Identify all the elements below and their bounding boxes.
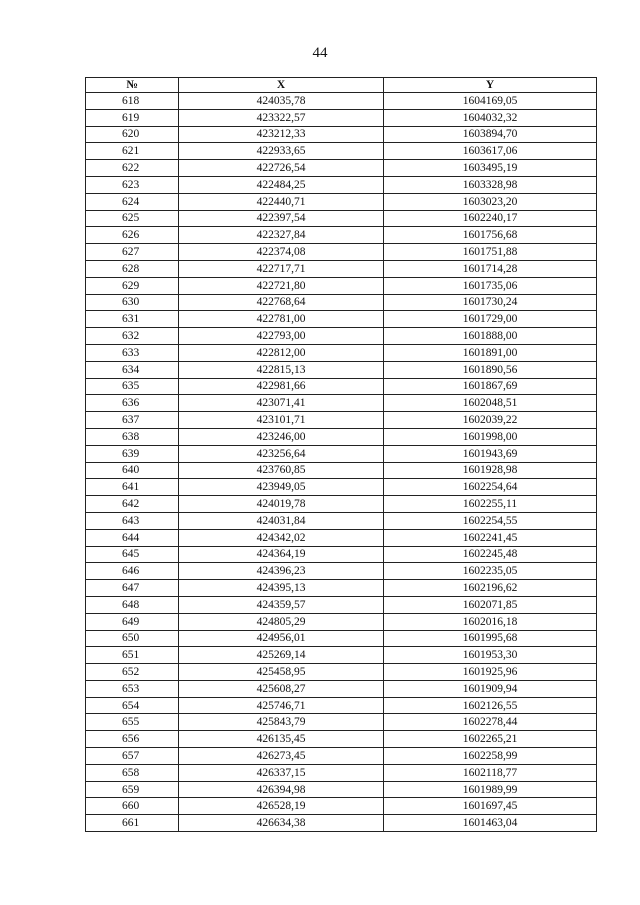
cell-number: 634	[86, 361, 179, 378]
table-row	[86, 294, 597, 311]
cell-number: 630	[86, 294, 179, 311]
cell-y: 1602196,62	[384, 580, 597, 597]
cell-x: 422721,80	[179, 277, 384, 294]
cell-y: 1602254,64	[384, 479, 597, 496]
table-row	[86, 496, 597, 513]
cell-y: 1602016,18	[384, 613, 597, 630]
cell-x: 422768,64	[179, 294, 384, 311]
table-row	[86, 563, 597, 580]
cell-y: 1601995,68	[384, 630, 597, 647]
cell-number: 629	[86, 277, 179, 294]
cell-number: 618	[86, 93, 179, 110]
table-row	[86, 93, 597, 110]
cell-number: 621	[86, 143, 179, 160]
table-row	[86, 764, 597, 781]
cell-x: 423212,33	[179, 126, 384, 143]
cell-x: 422397,54	[179, 210, 384, 227]
table-row	[86, 479, 597, 496]
cell-number: 625	[86, 210, 179, 227]
cell-x: 424031,84	[179, 512, 384, 529]
column-header-number: №	[86, 78, 179, 93]
table-row	[86, 193, 597, 210]
cell-number: 655	[86, 714, 179, 731]
cell-y: 1601998,00	[384, 428, 597, 445]
column-header-x: X	[179, 78, 384, 93]
cell-y: 1601989,99	[384, 781, 597, 798]
cell-x: 422327,84	[179, 227, 384, 244]
table-row	[86, 260, 597, 277]
page-number: 44	[312, 45, 328, 61]
cell-y: 1602235,05	[384, 563, 597, 580]
cell-y: 1601928,98	[384, 462, 597, 479]
cell-x: 422374,08	[179, 244, 384, 261]
cell-number: 640	[86, 462, 179, 479]
cell-number: 637	[86, 412, 179, 429]
table-row	[86, 176, 597, 193]
cell-x: 424019,78	[179, 496, 384, 513]
cell-y: 1602254,55	[384, 512, 597, 529]
cell-x: 424364,19	[179, 546, 384, 563]
table-row	[86, 546, 597, 563]
coordinates-table	[85, 77, 597, 832]
cell-number: 633	[86, 344, 179, 361]
cell-x: 422726,54	[179, 160, 384, 177]
cell-y: 1603617,06	[384, 143, 597, 160]
cell-y: 1601756,68	[384, 227, 597, 244]
column-header-y: Y	[384, 78, 597, 93]
cell-x: 425843,79	[179, 714, 384, 731]
cell-x: 425269,14	[179, 647, 384, 664]
table-row	[86, 580, 597, 597]
cell-x: 426135,45	[179, 731, 384, 748]
table-row	[86, 680, 597, 697]
cell-x: 422717,71	[179, 260, 384, 277]
table-row	[86, 596, 597, 613]
cell-y: 1602039,22	[384, 412, 597, 429]
table-row	[86, 328, 597, 345]
table-row	[86, 378, 597, 395]
cell-x: 424395,13	[179, 580, 384, 597]
cell-y: 1601890,56	[384, 361, 597, 378]
cell-number: 632	[86, 328, 179, 345]
cell-x: 423071,41	[179, 395, 384, 412]
cell-x: 424396,23	[179, 563, 384, 580]
cell-y: 1602071,85	[384, 596, 597, 613]
table-row	[86, 395, 597, 412]
cell-x: 423760,85	[179, 462, 384, 479]
cell-x: 422781,00	[179, 311, 384, 328]
table-header-row	[86, 78, 597, 93]
table-row	[86, 748, 597, 765]
cell-number: 638	[86, 428, 179, 445]
cell-number: 650	[86, 630, 179, 647]
cell-y: 1601891,00	[384, 344, 597, 361]
cell-number: 647	[86, 580, 179, 597]
table-row	[86, 664, 597, 681]
table-row	[86, 462, 597, 479]
cell-y: 1602048,51	[384, 395, 597, 412]
cell-number: 661	[86, 815, 179, 832]
table-row	[86, 210, 597, 227]
cell-y: 1601729,00	[384, 311, 597, 328]
table-row	[86, 697, 597, 714]
cell-number: 642	[86, 496, 179, 513]
cell-y: 1603023,20	[384, 193, 597, 210]
cell-number: 635	[86, 378, 179, 395]
table-row	[86, 445, 597, 462]
table-row	[86, 781, 597, 798]
cell-x: 424956,01	[179, 630, 384, 647]
cell-x: 426337,15	[179, 764, 384, 781]
table-row	[86, 109, 597, 126]
table-row	[86, 529, 597, 546]
table-row	[86, 361, 597, 378]
cell-x: 422484,25	[179, 176, 384, 193]
cell-number: 656	[86, 731, 179, 748]
cell-y: 1601714,28	[384, 260, 597, 277]
cell-number: 658	[86, 764, 179, 781]
cell-x: 424342,02	[179, 529, 384, 546]
cell-y: 1602241,45	[384, 529, 597, 546]
table-row	[86, 277, 597, 294]
cell-y: 1601943,69	[384, 445, 597, 462]
cell-x: 422793,00	[179, 328, 384, 345]
cell-y: 1603328,98	[384, 176, 597, 193]
table-row	[86, 160, 597, 177]
cell-x: 426528,19	[179, 798, 384, 815]
table-row	[86, 731, 597, 748]
cell-number: 619	[86, 109, 179, 126]
cell-y: 1602245,48	[384, 546, 597, 563]
table-row	[86, 613, 597, 630]
cell-x: 422440,71	[179, 193, 384, 210]
cell-number: 628	[86, 260, 179, 277]
cell-y: 1602118,77	[384, 764, 597, 781]
table-row	[86, 344, 597, 361]
cell-x: 424805,29	[179, 613, 384, 630]
cell-number: 648	[86, 596, 179, 613]
cell-number: 643	[86, 512, 179, 529]
cell-number: 657	[86, 748, 179, 765]
cell-number: 622	[86, 160, 179, 177]
cell-x: 423256,64	[179, 445, 384, 462]
cell-x: 423246,00	[179, 428, 384, 445]
cell-x: 426634,38	[179, 815, 384, 832]
table-row	[86, 244, 597, 261]
cell-x: 422981,66	[179, 378, 384, 395]
cell-number: 649	[86, 613, 179, 630]
table-row	[86, 512, 597, 529]
cell-y: 1602240,17	[384, 210, 597, 227]
cell-number: 623	[86, 176, 179, 193]
cell-number: 652	[86, 664, 179, 681]
cell-number: 660	[86, 798, 179, 815]
cell-y: 1602126,55	[384, 697, 597, 714]
cell-x: 424359,57	[179, 596, 384, 613]
cell-number: 646	[86, 563, 179, 580]
cell-y: 1601925,96	[384, 664, 597, 681]
cell-number: 641	[86, 479, 179, 496]
cell-number: 636	[86, 395, 179, 412]
cell-number: 659	[86, 781, 179, 798]
cell-number: 651	[86, 647, 179, 664]
table-row	[86, 647, 597, 664]
cell-x: 423949,05	[179, 479, 384, 496]
cell-x: 426273,45	[179, 748, 384, 765]
cell-x: 425608,27	[179, 680, 384, 697]
cell-y: 1601888,00	[384, 328, 597, 345]
table-body	[86, 93, 597, 832]
cell-number: 631	[86, 311, 179, 328]
table-row	[86, 428, 597, 445]
cell-x: 422812,00	[179, 344, 384, 361]
table-row	[86, 714, 597, 731]
cell-y: 1601909,94	[384, 680, 597, 697]
cell-number: 644	[86, 529, 179, 546]
cell-x: 423101,71	[179, 412, 384, 429]
cell-number: 620	[86, 126, 179, 143]
table-row	[86, 311, 597, 328]
cell-number: 654	[86, 697, 179, 714]
cell-y: 1603495,19	[384, 160, 597, 177]
cell-x: 425458,95	[179, 664, 384, 681]
cell-y: 1603894,70	[384, 126, 597, 143]
cell-number: 639	[86, 445, 179, 462]
cell-y: 1601953,30	[384, 647, 597, 664]
cell-y: 1601735,06	[384, 277, 597, 294]
cell-y: 1604169,05	[384, 93, 597, 110]
table-row	[86, 815, 597, 832]
cell-x: 424035,78	[179, 93, 384, 110]
cell-number: 626	[86, 227, 179, 244]
cell-x: 425746,71	[179, 697, 384, 714]
table-row	[86, 630, 597, 647]
cell-x: 423322,57	[179, 109, 384, 126]
cell-y: 1601751,88	[384, 244, 597, 261]
cell-y: 1602265,21	[384, 731, 597, 748]
cell-number: 624	[86, 193, 179, 210]
cell-y: 1602255,11	[384, 496, 597, 513]
cell-y: 1601730,24	[384, 294, 597, 311]
table-row	[86, 143, 597, 160]
cell-y: 1601697,45	[384, 798, 597, 815]
cell-y: 1602258,99	[384, 748, 597, 765]
cell-y: 1601463,04	[384, 815, 597, 832]
cell-y: 1602278,44	[384, 714, 597, 731]
cell-number: 653	[86, 680, 179, 697]
cell-x: 426394,98	[179, 781, 384, 798]
cell-number: 645	[86, 546, 179, 563]
cell-number: 627	[86, 244, 179, 261]
cell-x: 422815,13	[179, 361, 384, 378]
table-row	[86, 412, 597, 429]
cell-y: 1601867,69	[384, 378, 597, 395]
cell-x: 422933,65	[179, 143, 384, 160]
table-row	[86, 227, 597, 244]
table-row	[86, 126, 597, 143]
table-row	[86, 798, 597, 815]
cell-y: 1604032,32	[384, 109, 597, 126]
